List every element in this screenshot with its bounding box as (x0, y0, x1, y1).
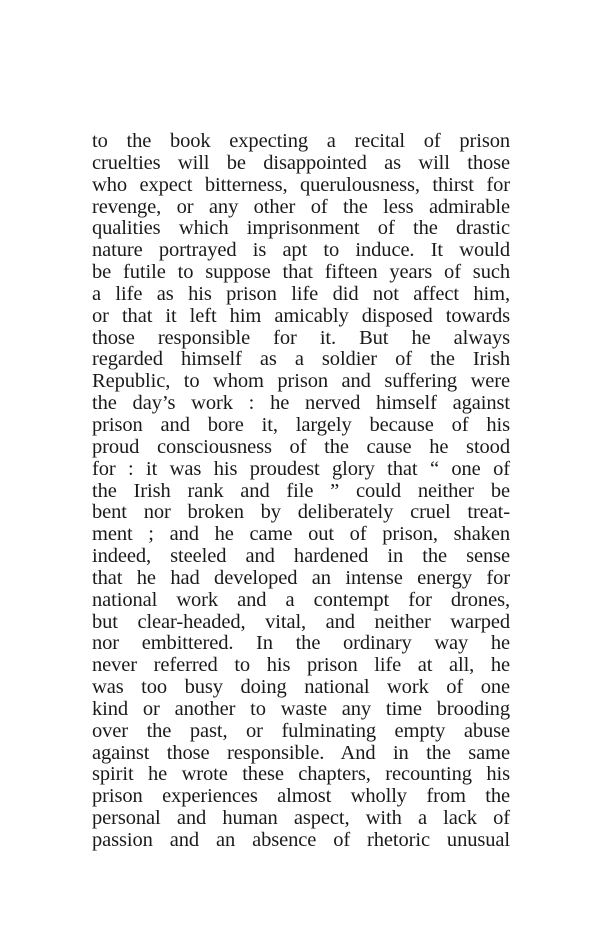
text-line: prison and bore it, largely because of his (92, 413, 510, 436)
text-line: spirit he wrote these chapters, recounting his (92, 763, 510, 786)
text-line: cruelties will be disappointed as will those (92, 151, 510, 174)
text-line: the day’s work : he nerved himself against (92, 392, 510, 415)
text-line: was too busy doing national work of one (92, 676, 510, 699)
text-line: proud consciousness of the cause he stood (92, 435, 510, 458)
text-line: regarded himself as a soldier of the Irish (92, 348, 510, 371)
text-line: prison experiences almost wholly from the (92, 785, 510, 808)
text-line: be futile to suppose that fifteen years of such (92, 261, 510, 284)
text-line: Republic, to whom prison and suffering were (92, 370, 510, 393)
text-line: passion and an absence of rhetoric unusual (92, 829, 510, 851)
text-line: that he had developed an intense energy for (92, 566, 510, 589)
text-line: but clear-headed, vital, and neither warped (92, 610, 510, 633)
text-line: against those responsible. And in the same (92, 741, 510, 764)
text-line: never referred to his prison life at all, he (92, 654, 510, 677)
text-line: who expect bitterness, querulousness, thirst for (92, 173, 510, 196)
text-line: those responsible for it. But he always (92, 326, 510, 349)
text-line: ment ; and he came out of prison, shaken (92, 523, 510, 546)
text-line: nature portrayed is apt to induce. It would (92, 239, 510, 262)
text-line: personal and human aspect, with a lack of (92, 807, 510, 830)
body-text (92, 131, 510, 852)
text-line: to the book expecting a recital of prison (92, 130, 510, 152)
text-line: revenge, or any other of the less admirable (92, 195, 510, 218)
text-line: indeed, steeled and hardened in the sense (92, 545, 510, 568)
text-line: national work and a contempt for drones, (92, 588, 510, 611)
text-line: kind or another to waste any time brooding (92, 697, 510, 720)
text-line: a life as his prison life did not affect him, (92, 282, 510, 305)
text-line: or that it left him amicably disposed towards (92, 304, 510, 327)
text-line: the Irish rank and file ” could neither be (92, 479, 510, 502)
text-line: qualities which imprisonment of the drastic (92, 217, 510, 240)
text-line: for : it was his proudest glory that “ one of (92, 457, 510, 480)
text-line: bent nor broken by deliberately cruel treat- (92, 501, 510, 524)
text-line: nor embittered. In the ordinary way he (92, 632, 510, 655)
text-line: over the past, or fulminating empty abuse (92, 719, 510, 742)
